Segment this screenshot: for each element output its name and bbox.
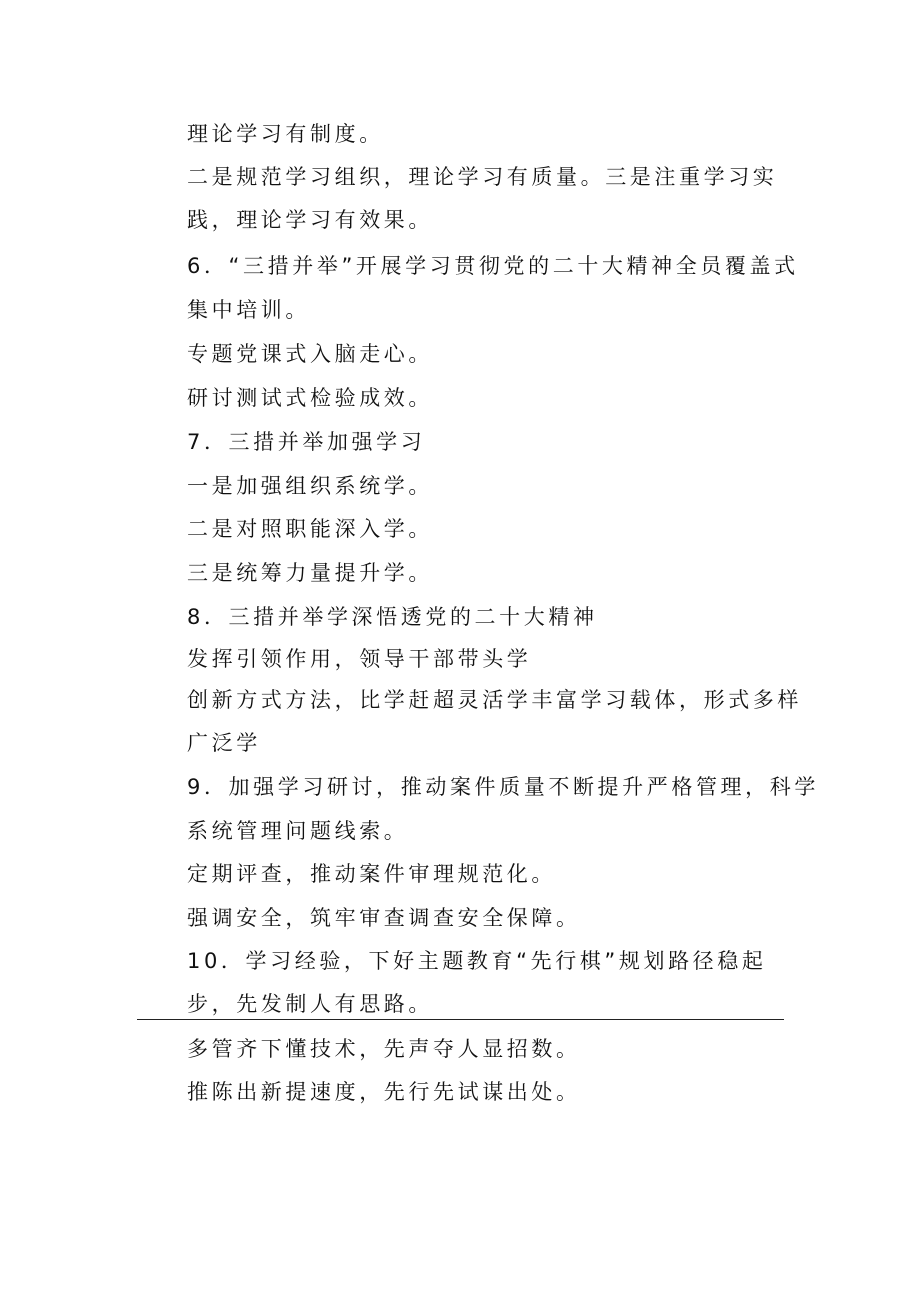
heading-item-10: 10．学习经验，下好主题教育“先行棋”规划路径稳起: [187, 949, 767, 973]
text-line: 专题党课式入脑走心。: [187, 342, 433, 366]
text-line: 步，先发制人有思路。: [187, 992, 433, 1016]
text-line: 践，理论学习有效果。: [187, 208, 433, 232]
text-line: 强调安全，筑牢审查调查安全保障。: [187, 906, 581, 930]
text-line: 创新方式方法，比学赶超灵活学丰富学习载体，形式多样: [187, 688, 802, 712]
horizontal-divider: [137, 1019, 784, 1020]
text-line: 多管齐下懂技术，先声夺人显招数。: [187, 1037, 581, 1061]
text-line: 二是对照职能深入学。: [187, 517, 433, 541]
text-line: 定期评查，推动案件审理规范化。: [187, 862, 556, 886]
text-line: 集中培训。: [187, 298, 310, 322]
text-line: 一是加强组织系统学。: [187, 474, 433, 498]
heading-item-6: 6．“三措并举”开展学习贯彻党的二十大精神全员覆盖式: [187, 254, 799, 278]
text-line: 二是规范学习组织，理论学习有质量。三是注重学习实: [187, 165, 778, 189]
text-line: 研讨测试式检验成效。: [187, 386, 433, 410]
text-line: 广泛学: [187, 731, 261, 755]
text-line: 三是统筹力量提升学。: [187, 561, 433, 585]
heading-item-8: 8．三措并举学深悟透党的二十大精神: [187, 605, 598, 629]
text-line: 系统管理问题线索。: [187, 819, 409, 843]
text-line: 推陈出新提速度，先行先试谋出处。: [187, 1080, 581, 1104]
heading-item-9: 9．加强学习研讨，推动案件质量不断提升严格管理，科学: [187, 775, 819, 799]
text-line: 发挥引领作用，领导干部带头学: [187, 647, 532, 671]
heading-item-7: 7．三措并举加强学习: [187, 430, 426, 454]
text-line: 理论学习有制度。: [187, 122, 384, 146]
